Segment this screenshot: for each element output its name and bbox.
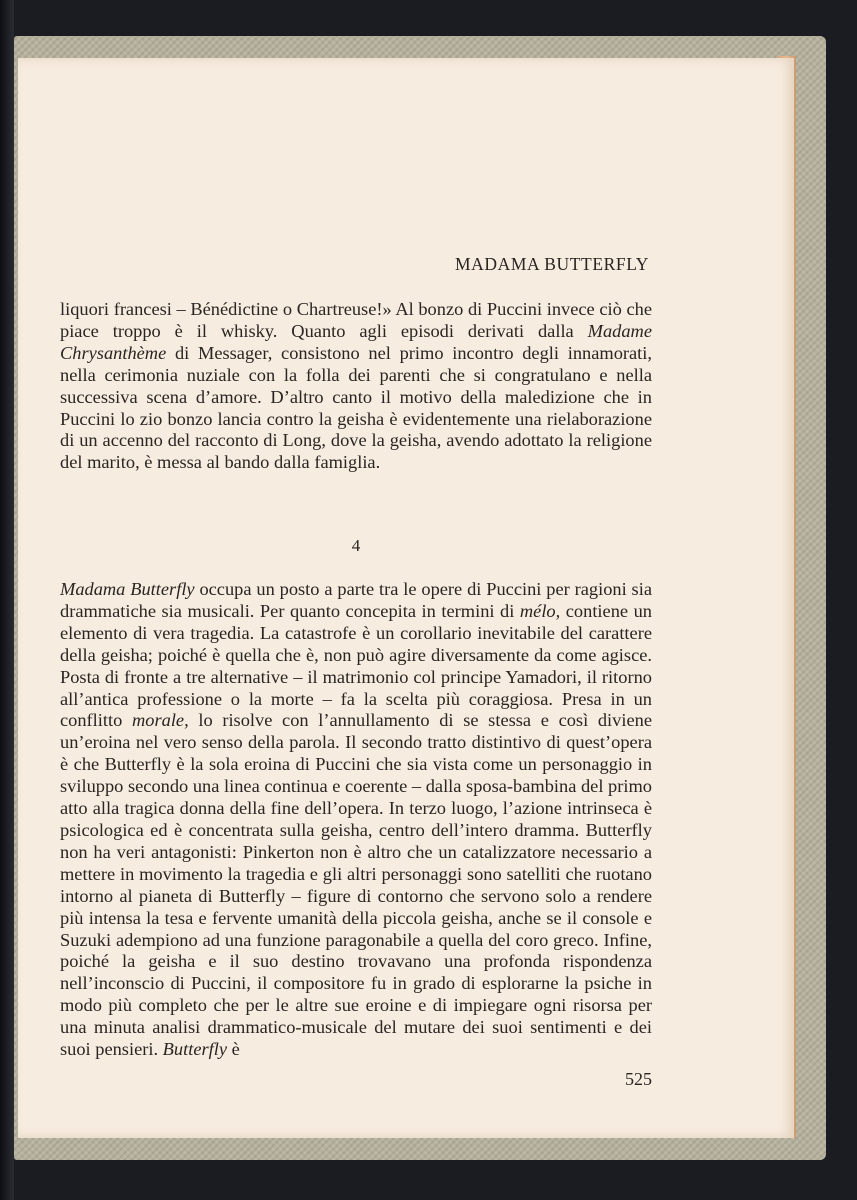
text-run: di Messager, consistono nel primo incontro degli innamorati, nella cerimonia nuziale con la folla dei parenti che si congratulano e nella successiva scena d’amore. D’altro canto il motivo della maledizione che in Puccini lo zio bonzo lancia contro la geisha è evidentemente una rielaborazione di un accenno del racconto di Long, dove la geisha, avendo adottato la religione del marito, è messa al bando dalla famiglia. — [60, 342, 652, 473]
text-run: liquori francesi – Bénédictine o Chartreuse!» Al bonzo di Puccini invece ciò che piace troppo è il whisky. Quanto agli episodi derivati dalla — [60, 299, 652, 341]
italic-run: Madama Butterfly — [60, 579, 195, 599]
section-number: 4 — [351, 536, 361, 555]
paragraph-1 — [60, 299, 652, 474]
text-run: è — [227, 1039, 240, 1060]
text-run: lo risolve con l’annullamento di se stessa e così diviene un’eroina nel vero senso della parola. Il secondo tratto distintivo di quest’opera è che Butterfly è la sola eroina di Puccini che sia vista come un personaggio in sviluppo secondo una linea continua e coerente – dalla sposa-bambina del primo atto alla tragica donna della fine dell’opera. In terzo luogo, l’azione intrinseca è psicologica ed è concentrata sulla geisha, centro dell’intero dramma. Butterfly non ha veri antagonisti: Pinkerton non è altro che un catalizzatore necessario a mettere in movimento la tragedia e gli altri personaggi sono satelliti che ruotano intorno al pianeta di Butterfly – figure di contorno che servono solo a rendere più intensa la tesa e fervente umanità della piccola geisha, anche se il console e Suzuki adempiono ad una funzione paragonabile a quella del coro greco. Infine, poiché la geisha e il suo destino trovavano una profonda rispondenza nell’inconscio di Puccini, il compositore fu in grado di esplorarne la psiche in modo più completo che per le altre sue eroine e di impiegare ogni risorsa per una minuta analisi drammatico-musicale del mutare dei suoi sentimenti e dei suoi pensieri. — [60, 710, 652, 1060]
italic-run: Madame Chrysanthème — [60, 320, 652, 363]
text-run: contiene un elemento di vera tragedia. La catastrofe è un corollario inevitabile del carattere della geisha; poiché è quella che è, non può agire diversamente da come agisce. Posta di fronte a tre alternative – il matrimonio col principe Yamadori, il ritorno all’antica professione o la morte – fa la scelta più coraggiosa. Presa in un conflitto — [60, 600, 652, 731]
italic-run: Butterfly — [162, 1039, 228, 1060]
italic-run: mélo, — [519, 600, 561, 621]
book-page — [18, 58, 794, 1138]
page-number: 525 — [625, 1069, 652, 1089]
italic-run: morale, — [131, 710, 189, 731]
running-header: MADAMA BUTTERFLY — [454, 254, 649, 274]
paragraph-2 — [60, 579, 652, 1061]
book-spine-shadow — [0, 0, 14, 1200]
text-run: occupa un posto a parte tra le opere di Puccini per ragioni sia drammatiche sia musicali. Per quanto concepita in termini di — [60, 579, 652, 621]
